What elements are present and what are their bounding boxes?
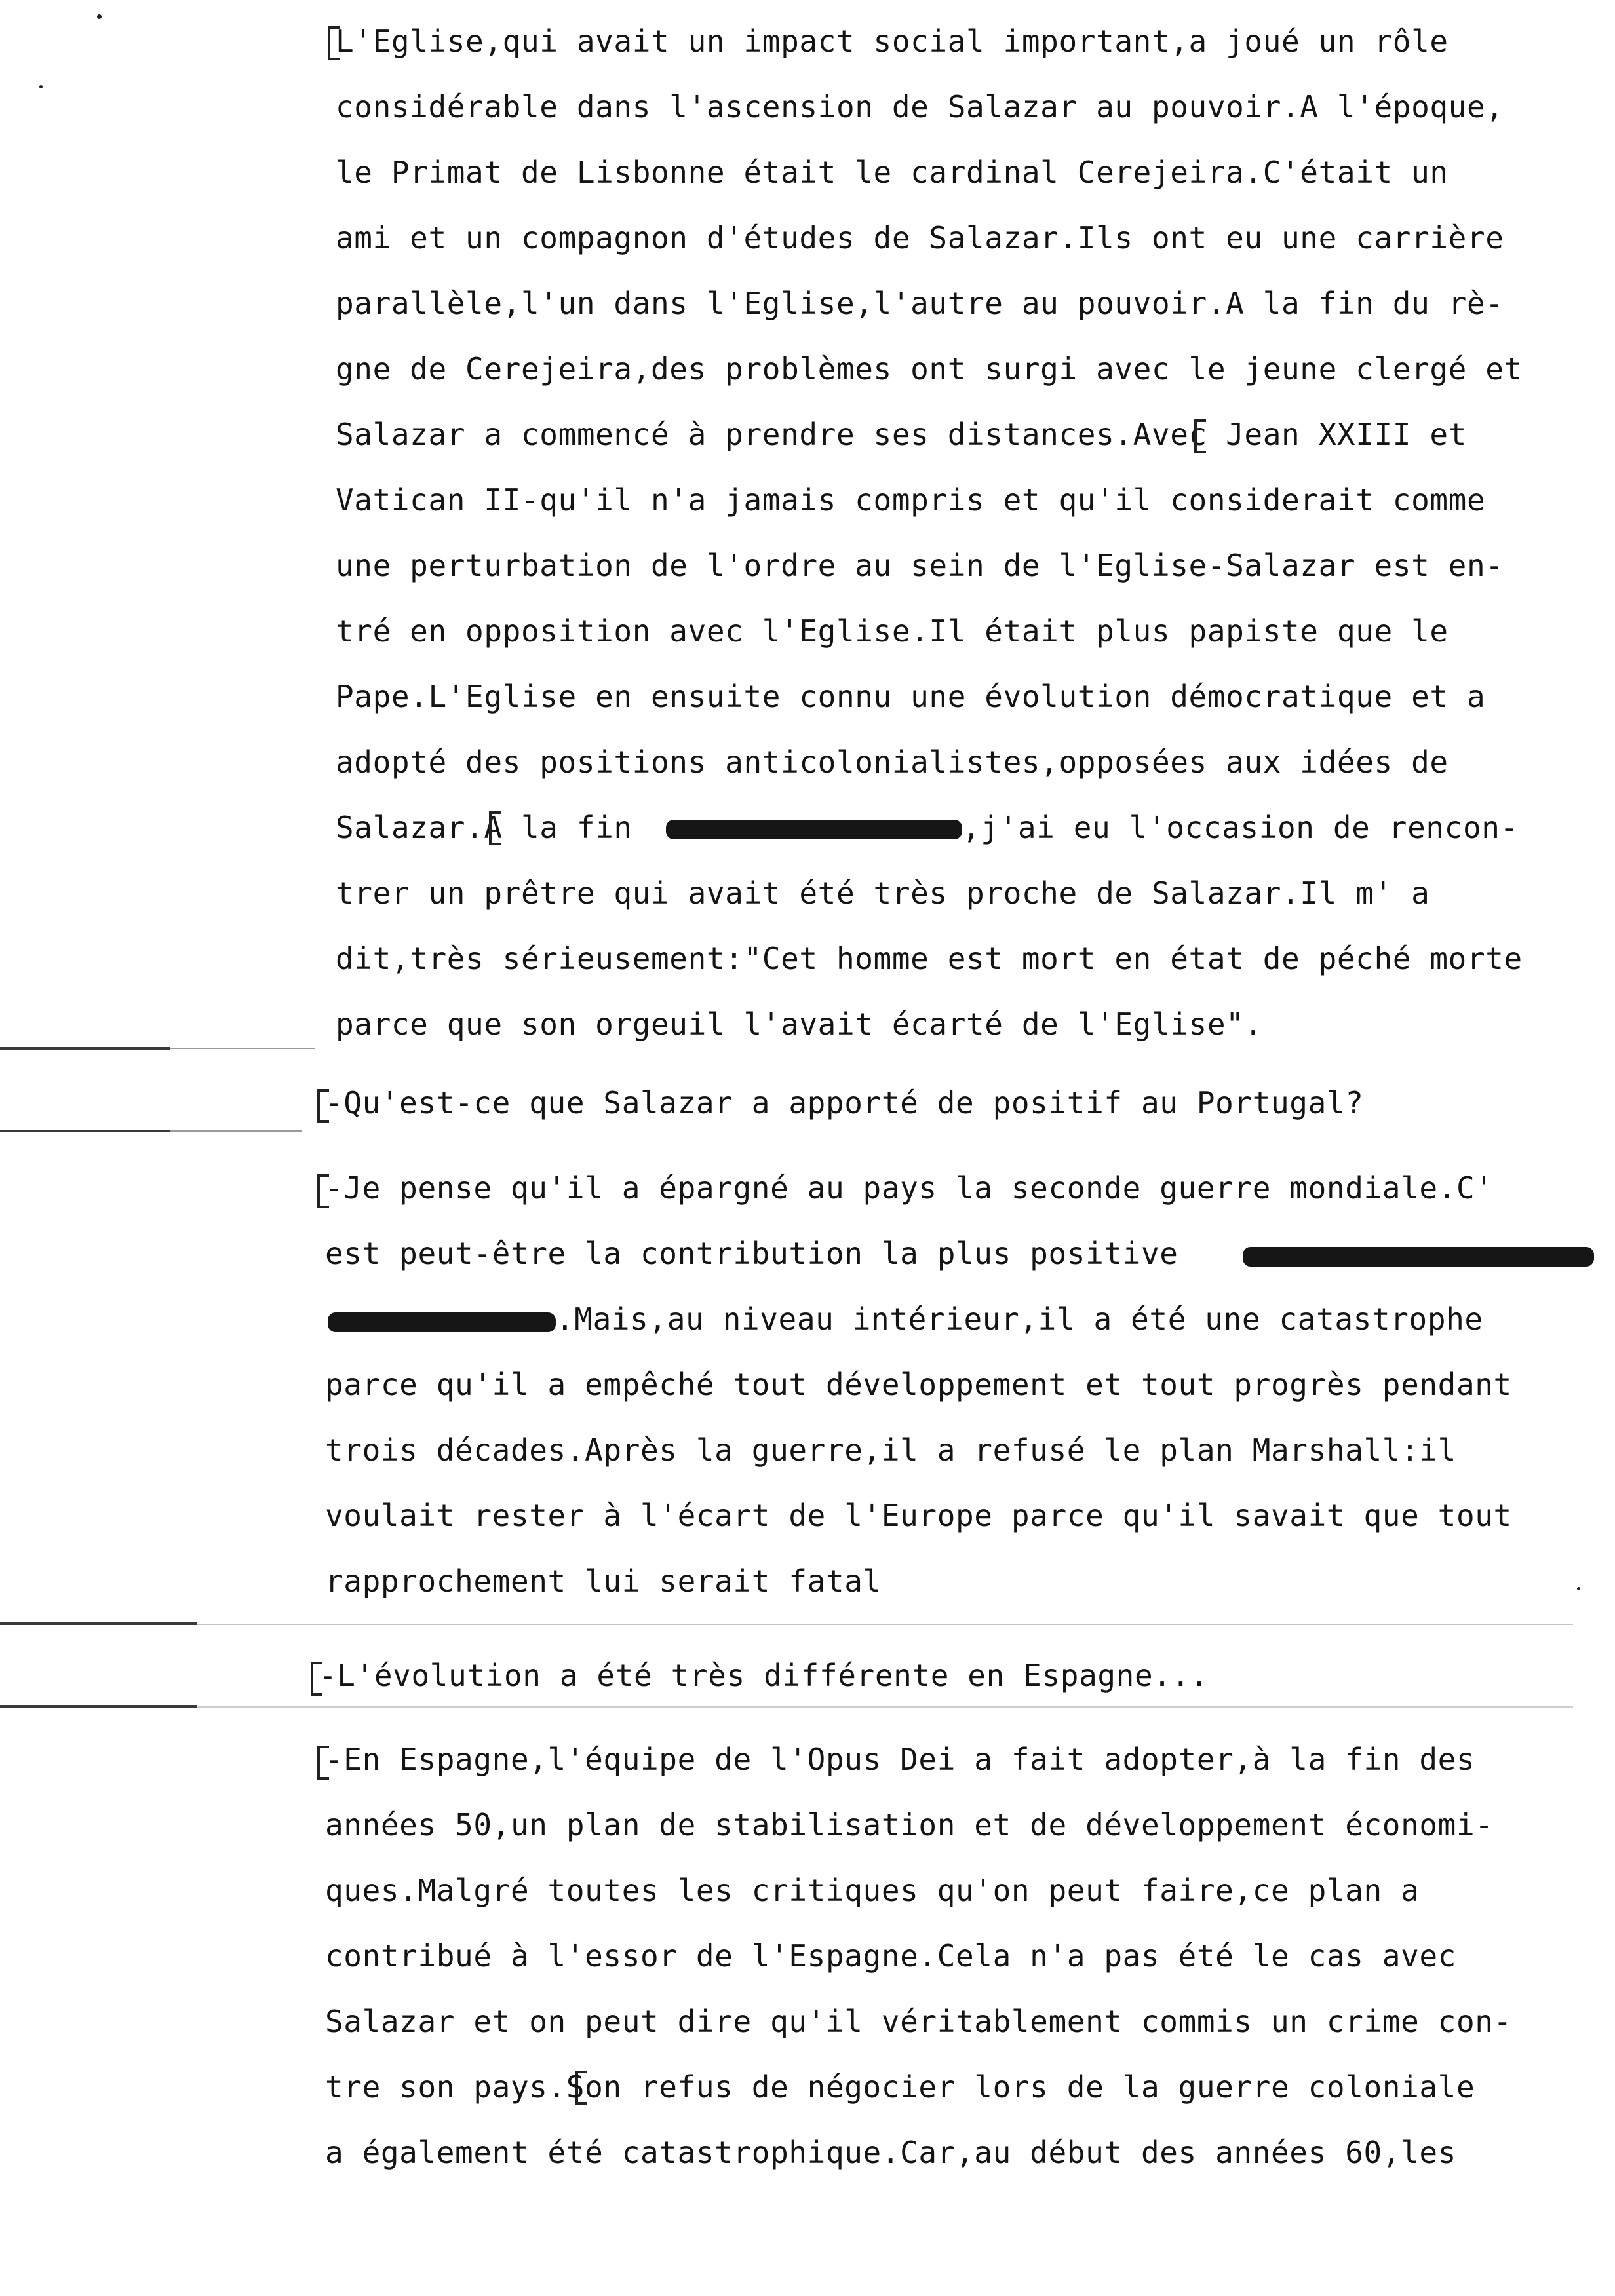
question-line: -L'évolution a été très différente en Espagne... <box>319 1658 1209 1693</box>
text-line: a également été catastrophique.Car,au début des années 60,les <box>325 2135 1456 2170</box>
text-line: ami et un compagnon d'études de Salazar.Ils ont eu une carrière <box>336 220 1504 256</box>
text-line: voulait rester à l'écart de l'Europe parce qu'il savait que tout <box>325 1498 1512 1533</box>
text-line: trois décades.Après la guerre,il a refusé le plan Marshall:il <box>325 1432 1456 1468</box>
text-line: parce qu'il a empêché tout développement et tout progrès pendant <box>325 1367 1512 1402</box>
text-line: Pape.L'Eglise en ensuite connu une évolution démocratique et a <box>336 679 1486 714</box>
text-line: adopté des positions anticolonialistes,opposées aux idées de <box>336 744 1449 780</box>
text-line: contribué à l'essor de l'Espagne.Cela n'a pas été le cas avec <box>325 1938 1456 1974</box>
text-line: dit,très sérieusement:"Cet homme est mort en état de péché morte <box>336 941 1523 976</box>
text-line: Salazar.A la fin <box>336 810 632 845</box>
text-line: considérable dans l'ascension de Salazar au pouvoir.A l'époque, <box>336 89 1504 124</box>
text-line: une perturbation de l'ordre au sein de l'Eglise-Salazar est en- <box>336 548 1504 583</box>
text-line: Salazar a commencé à prendre ses distances.Avec Jean XXIII et <box>336 417 1467 452</box>
text-line: ,j'ai eu l'occasion de rencon- <box>962 810 1519 845</box>
text-line: -En Espagne,l'équipe de l'Opus Dei a fait adopter,à la fin des <box>325 1742 1475 1777</box>
text-line: parallèle,l'un dans l'Eglise,l'autre au pouvoir.A la fin du rè- <box>336 286 1504 321</box>
text-line: -Je pense qu'il a épargné au pays la seconde guerre mondiale.C' <box>325 1170 1494 1206</box>
text-line: le Primat de Lisbonne était le cardinal Cerejeira.C'était un <box>336 155 1449 190</box>
question-line: -Qu'est-ce que Salazar a apporté de positif au Portugal? <box>325 1085 1364 1120</box>
text-line: rapprochement lui serait fatal <box>325 1563 882 1599</box>
text-line: gne de Cerejeira,des problèmes ont surgi avec le jeune clergé et <box>336 351 1523 387</box>
text-line: Vatican II-qu'il n'a jamais compris et qu'il considerait comme <box>336 482 1486 518</box>
text-line: parce que son orgeuil l'avait écarté de l'Eglise". <box>336 1006 1263 1042</box>
text-line: tré en opposition avec l'Eglise.Il était plus papiste que le <box>336 613 1449 649</box>
text-line: Salazar et on peut dire qu'il véritablement commis un crime con- <box>325 2004 1512 2039</box>
text-line: est peut-être la contribution la plus positive <box>325 1236 1178 1271</box>
text-line: L'Eglise,qui avait un impact social important,a joué un rôle <box>336 24 1449 59</box>
text-line: ques.Malgré toutes les critiques qu'on peut faire,ce plan a <box>325 1873 1420 1908</box>
text-line: .Mais,au niveau intérieur,il a été une catastrophe <box>556 1301 1483 1337</box>
text-line: tre son pays.Son refus de négocier lors de la guerre coloniale <box>325 2069 1475 2105</box>
text-line: trer un prêtre qui avait été très proche de Salazar.Il m' a <box>336 875 1430 911</box>
text-line: années 50,un plan de stabilisation et de développement économi- <box>325 1807 1494 1843</box>
